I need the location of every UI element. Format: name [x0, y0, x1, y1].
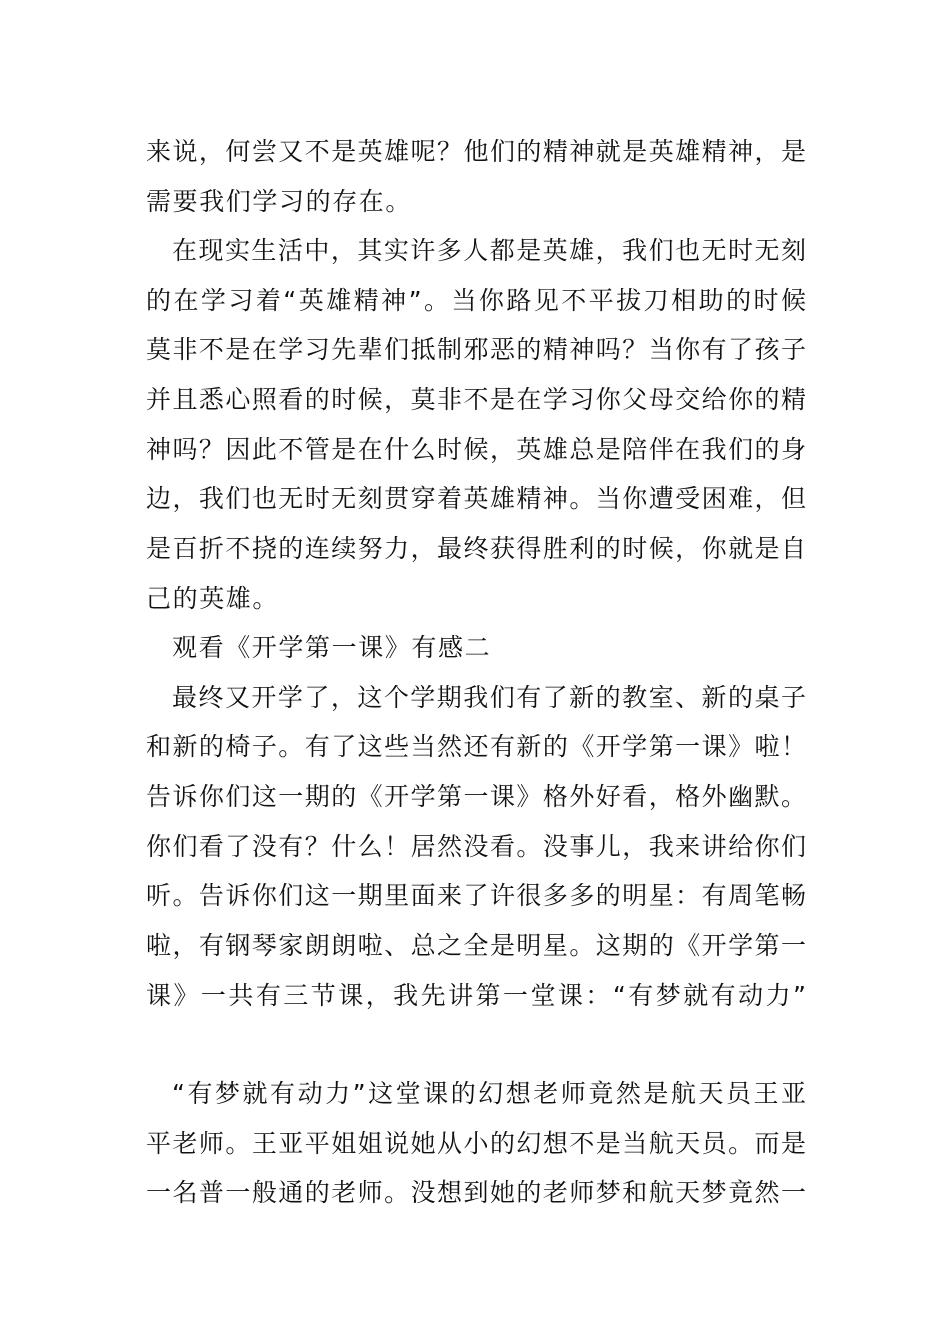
text-line: 啦，有钢琴家朗朗啦、总之全是明星。这期的《开学第一 — [146, 931, 806, 960]
text-line: 告诉你们这一期的《开学第一课》格外好看，格外幽默。 — [146, 782, 806, 811]
text-line: 是百折不挠的连续努力，最终获得胜利的时候，你就是自 — [146, 534, 806, 563]
text-line: 己的英雄。 — [146, 584, 280, 613]
text-line: 需要我们学习的存在。 — [146, 187, 413, 216]
text-line: 课》一共有三节课，我先讲第一堂课：“有梦就有动力” — [146, 981, 806, 1010]
text-line: 一名普一般通的老师。没想到她的老师梦和航天梦竟然一 — [146, 1178, 806, 1207]
text-line: 来说，何尝又不是英雄呢？他们的精神就是英雄精神，是 — [146, 137, 806, 166]
text-line: 的在学习着“英雄精神”。当你路见不平拔刀相助的时候 — [146, 286, 806, 315]
text-line: 莫非不是在学习先辈们抵制邪恶的精神吗？当你有了孩子 — [146, 335, 806, 364]
text-line: 最终又开学了，这个学期我们有了新的教室、新的桌子 — [172, 683, 806, 712]
text-line: 平老师。王亚平姐姐说她从小的幻想不是当航天员。而是 — [146, 1129, 806, 1158]
text-line: 在现实生活中，其实许多人都是英雄，我们也无时无刻 — [172, 236, 806, 265]
text-line: 边，我们也无时无刻贯穿着英雄精神。当你遭受困难，但 — [146, 484, 806, 513]
text-line: 并且悉心照看的时候，莫非不是在学习你父母交给你的精 — [146, 385, 806, 414]
text-line: “有梦就有动力”这堂课的幻想老师竟然是航天员王亚 — [172, 1079, 806, 1108]
text-line: 和新的椅子。有了这些当然还有新的《开学第一课》啦！ — [146, 732, 806, 761]
text-line: 你们看了没有？什么！居然没看。没事儿，我来讲给你们 — [146, 832, 806, 861]
text-line: 听。告诉你们这一期里面来了许很多多的明星：有周笔畅 — [146, 881, 806, 910]
section-heading: 观看《开学第一课》有感二 — [172, 633, 492, 662]
text-line: 神吗？因此不管是在什么时候，英雄总是陪伴在我们的身 — [146, 435, 806, 464]
